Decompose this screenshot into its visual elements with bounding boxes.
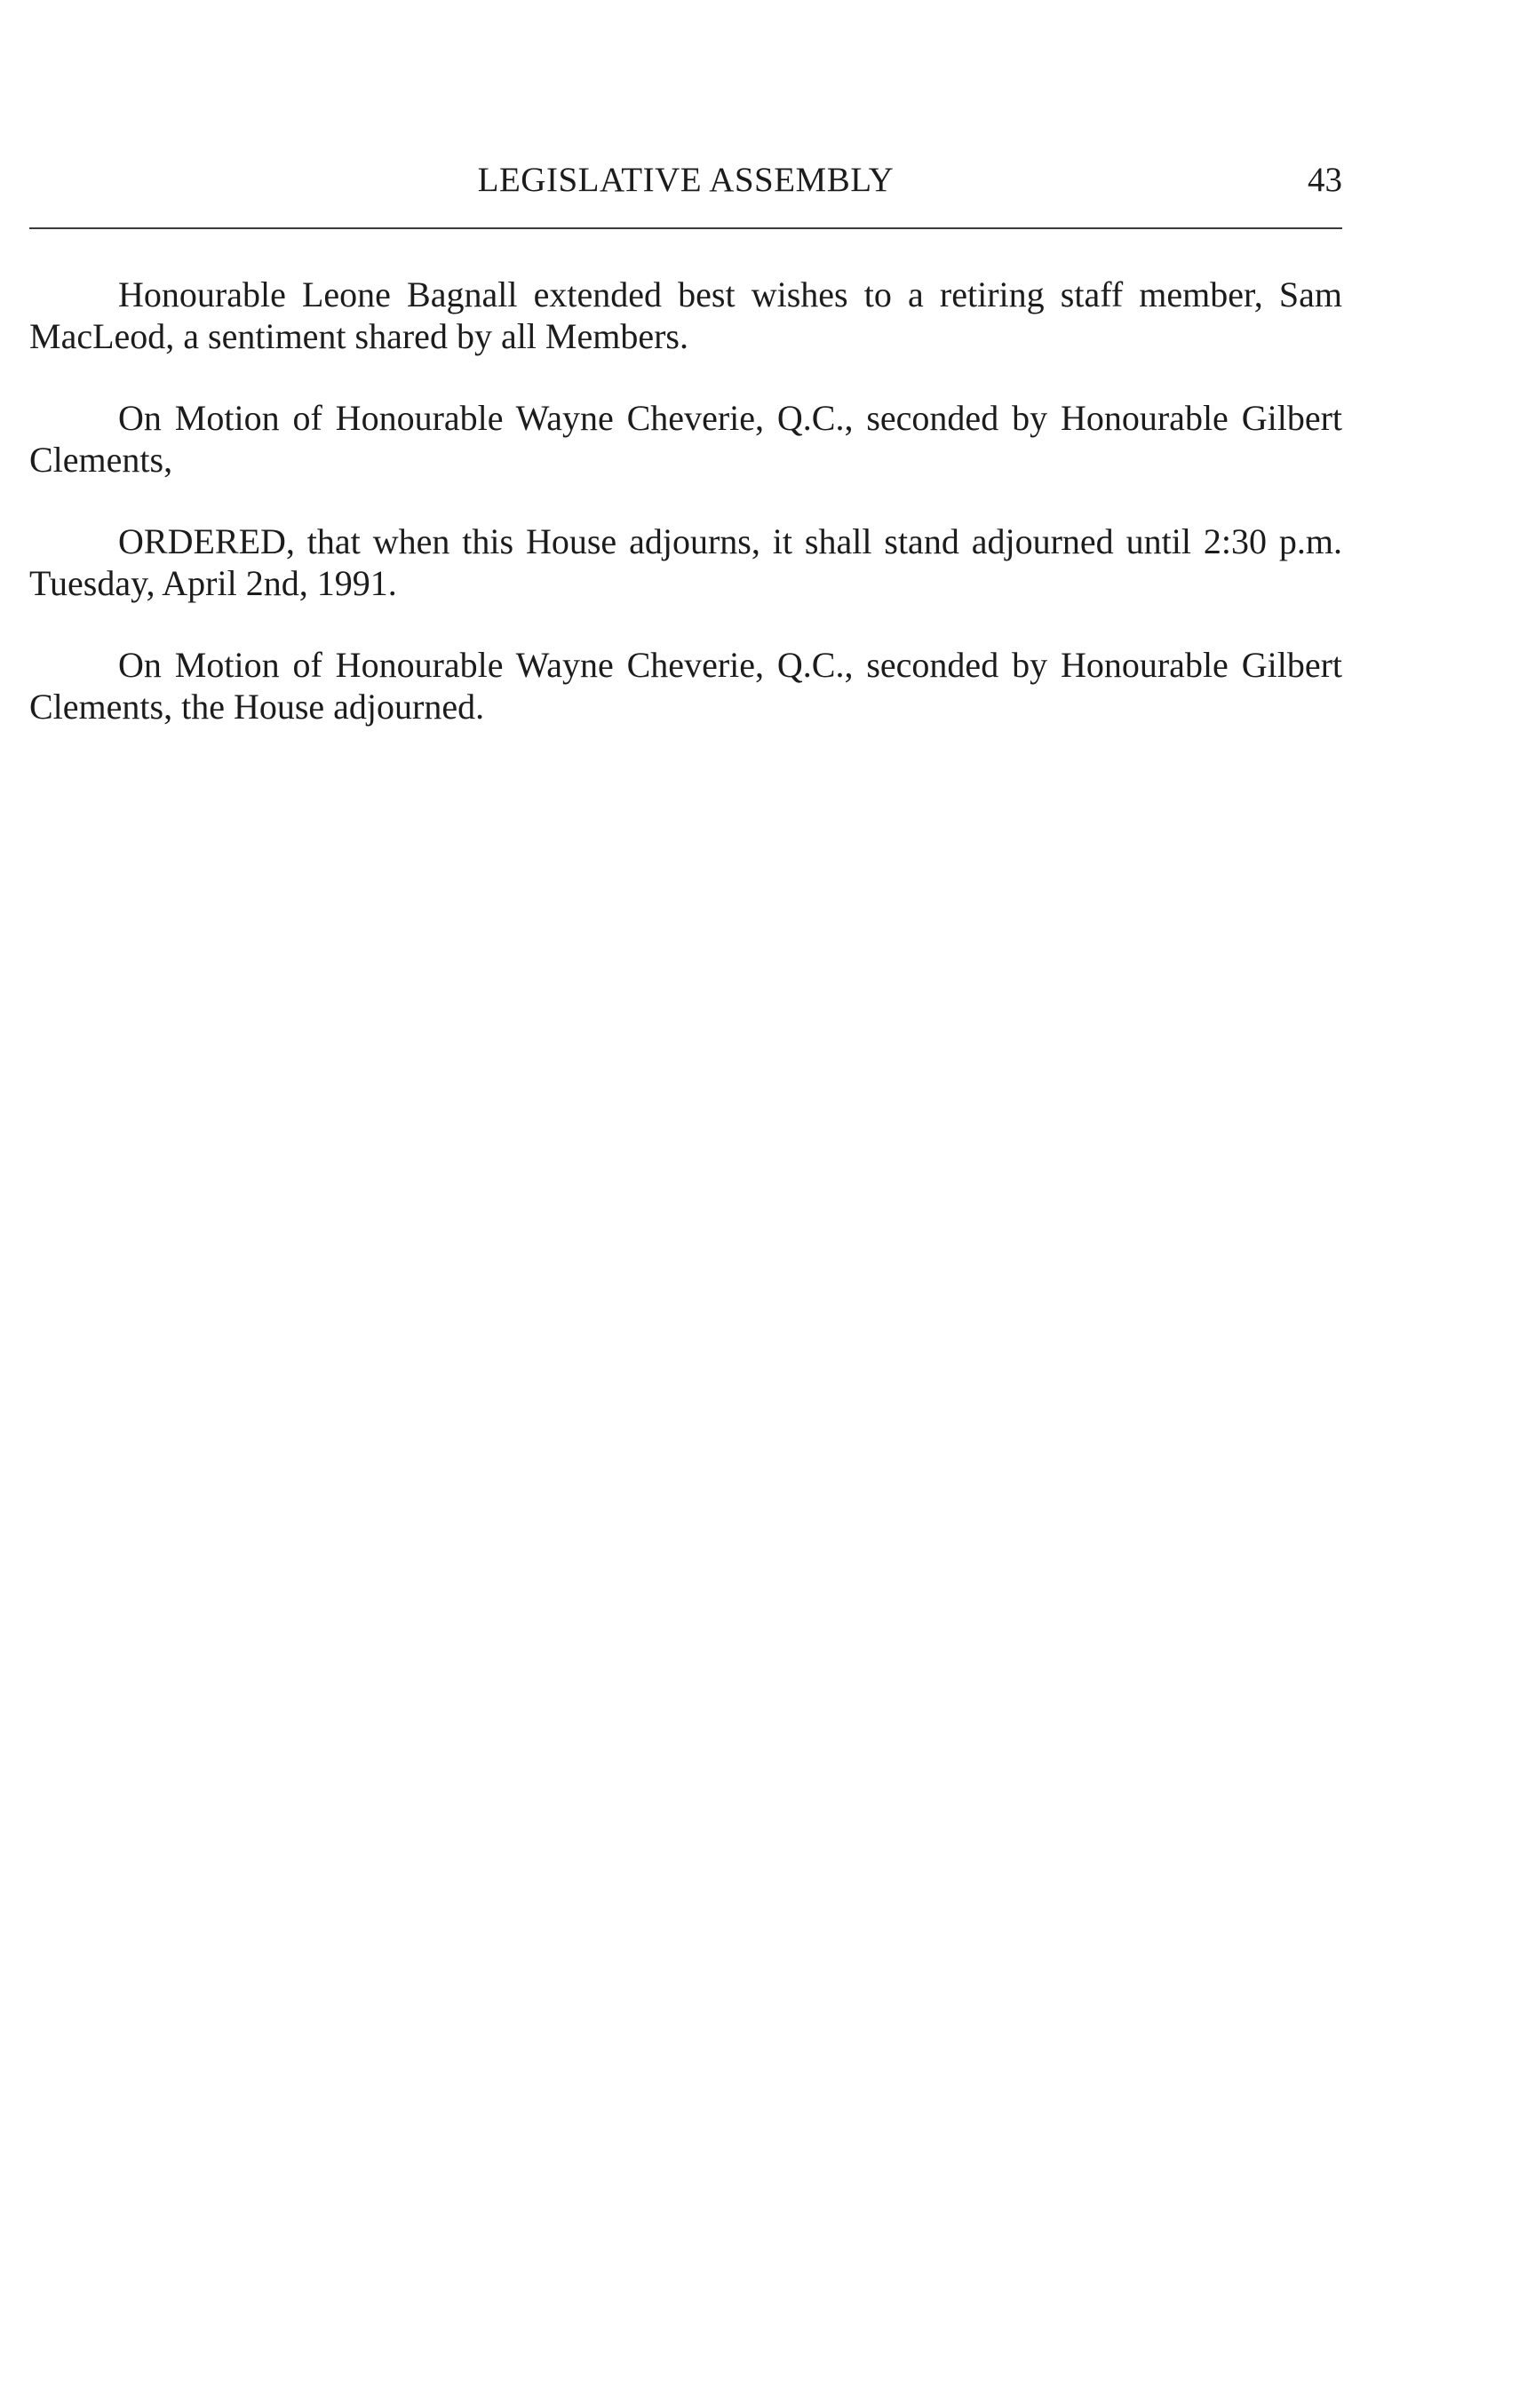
paragraph-adjourned: On Motion of Honourable Wayne Cheverie, Q.C., seconded by Honourable Gilbert Clements, the House adjourned. (29, 645, 1342, 727)
paragraph-ordered: ORDERED, that when this House adjourns, it shall stand adjourned until 2:30 p.m. Tuesday, April 2nd, 1991. (29, 521, 1342, 603)
body-text (29, 274, 1342, 767)
page-number: 43 (1308, 161, 1342, 199)
paragraph-motion: On Motion of Honourable Wayne Cheverie, Q.C., seconded by Honourable Gilbert Clements, (29, 398, 1342, 480)
header-rule (29, 227, 1342, 229)
running-header (29, 158, 1342, 203)
header-title: LEGISLATIVE ASSEMBLY (477, 161, 895, 199)
paragraph-retiring-staff: Honourable Leone Bagnall extended best wishes to a retiring staff member, Sam MacLeod, a sentiment shared by all Members. (29, 274, 1342, 356)
